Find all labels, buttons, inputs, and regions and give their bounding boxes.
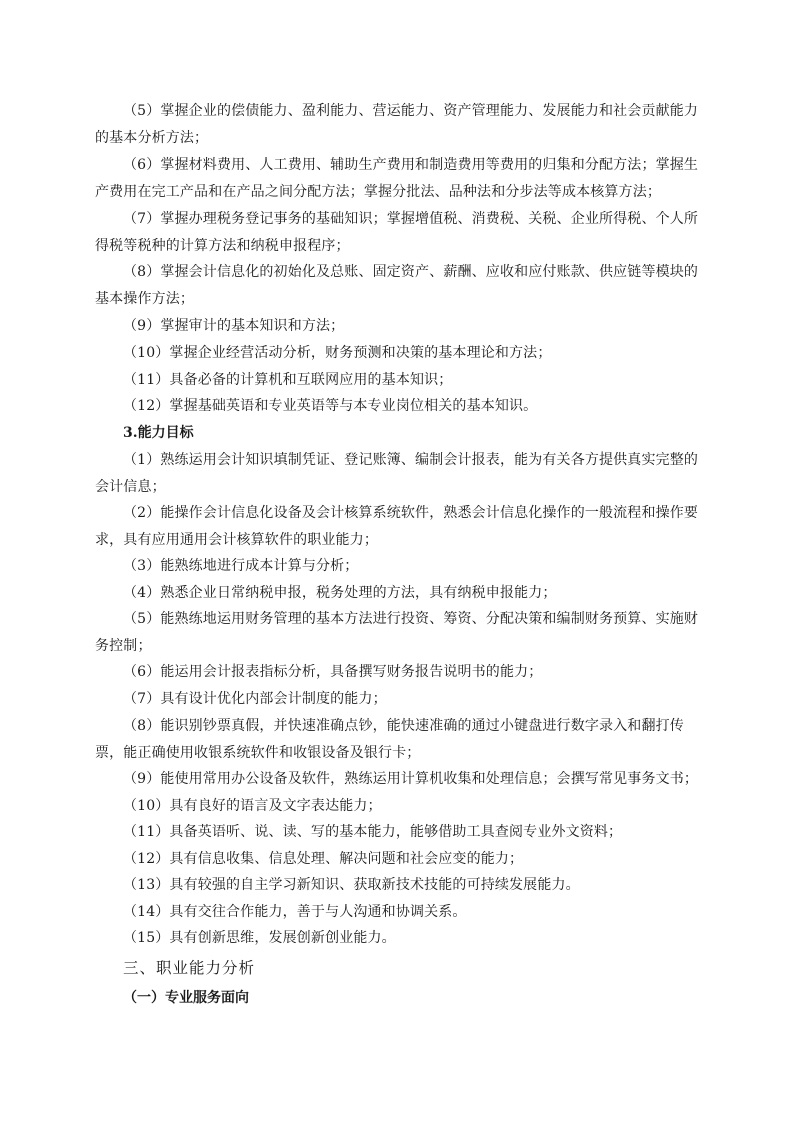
- ability-item-11: （11）具备英语听、说、读、写的基本能力，能够借助工具查阅专业外文资料；: [123, 824, 623, 840]
- ability-item-9: （9）能使用常用办公设备及软件，熟练运用计算机收集和处理信息；会撰写常见事务文书；: [123, 771, 699, 787]
- knowledge-item-6: （6）掌握材料费用、人工费用、辅助生产费用和制造费用等费用的归集和分配方法；掌握生产费用在完工产品和在产品之间分配方法；掌握分批法、品种法和分步法等成本核算方法；: [95, 157, 699, 200]
- knowledge-item-9: （9）掌握审计的基本知识和方法；: [123, 318, 345, 334]
- knowledge-item-7: （7）掌握办理税务登记事务的基础知识；掌握增值税、消费税、关税、企业所得税、个人所得税等税种的计算方法和纳税申报程序；: [95, 211, 699, 254]
- knowledge-item-5: （5）掌握企业的偿债能力、盈利能力、营运能力、资产管理能力、发展能力和社会贡献能力的基本分析方法；: [95, 103, 699, 146]
- knowledge-item-10: （10）掌握企业经营活动分析，财务预测和决策的基本理论和方法；: [123, 345, 552, 361]
- ability-item-15: （15）具有创新思维，发展创新创业能力。: [123, 930, 396, 946]
- section-title: 三、职业能力分析: [123, 959, 256, 977]
- ability-item-5: （5）能熟练地运用财务管理的基本方法进行投资、筹资、分配决策和编制财务预算、实施财务控制；: [95, 611, 699, 654]
- ability-item-12: （12）具有信息收集、信息处理、解决问题和社会应变的能力；: [123, 851, 524, 867]
- ability-item-2: （2）能操作会计信息化设备及会计核算系统软件，熟悉会计信息化操作的一般流程和操作要求，具有应用通用会计核算软件的职业能力；: [95, 505, 699, 548]
- ability-item-4: （4）熟悉企业日常纳税申报，税务处理的方法，具有纳税申报能力；: [123, 585, 557, 601]
- knowledge-item-12: （12）掌握基础英语和专业英语等与本专业岗位相关的基本知识。: [123, 398, 538, 414]
- ability-item-14: （14）具有交往合作能力，善于与人沟通和协调关系。: [123, 904, 467, 920]
- knowledge-item-11: （11）具备必备的计算机和互联网应用的基本知识；: [123, 372, 453, 388]
- ability-item-7: （7）具有设计优化内部会计制度的能力；: [123, 691, 387, 707]
- ability-heading: 3.能力目标: [123, 425, 194, 441]
- ability-item-8: （8）能识别钞票真假，并快速准确点钞，能快速准确的通过小键盘进行数字录入和翻打传票，能正确使用收银系统软件和收银设备及银行卡；: [95, 718, 684, 761]
- subsection-title: （一）专业服务面向: [123, 990, 249, 1006]
- ability-item-13: （13）具有较强的自主学习新知识、获取新技术技能的可持续发展能力。: [123, 877, 580, 893]
- ability-item-6: （6）能运用会计报表指标分析，具备撰写财务报告说明书的能力；: [123, 664, 543, 680]
- knowledge-item-8: （8）掌握会计信息化的初始化及总账、固定资产、薪酬、应收和应付账款、供应链等模块的基本操作方法；: [95, 264, 699, 307]
- ability-item-1: （1）熟练运用会计知识填制凭证、登记账簿、编制会计报表，能为有关各方提供真实完整的会计信息；: [95, 452, 699, 495]
- ability-item-3: （3）能熟练地进行成本计算与分析；: [123, 558, 359, 574]
- ability-item-10: （10）具有良好的语言及文字表达能力；: [123, 798, 382, 814]
